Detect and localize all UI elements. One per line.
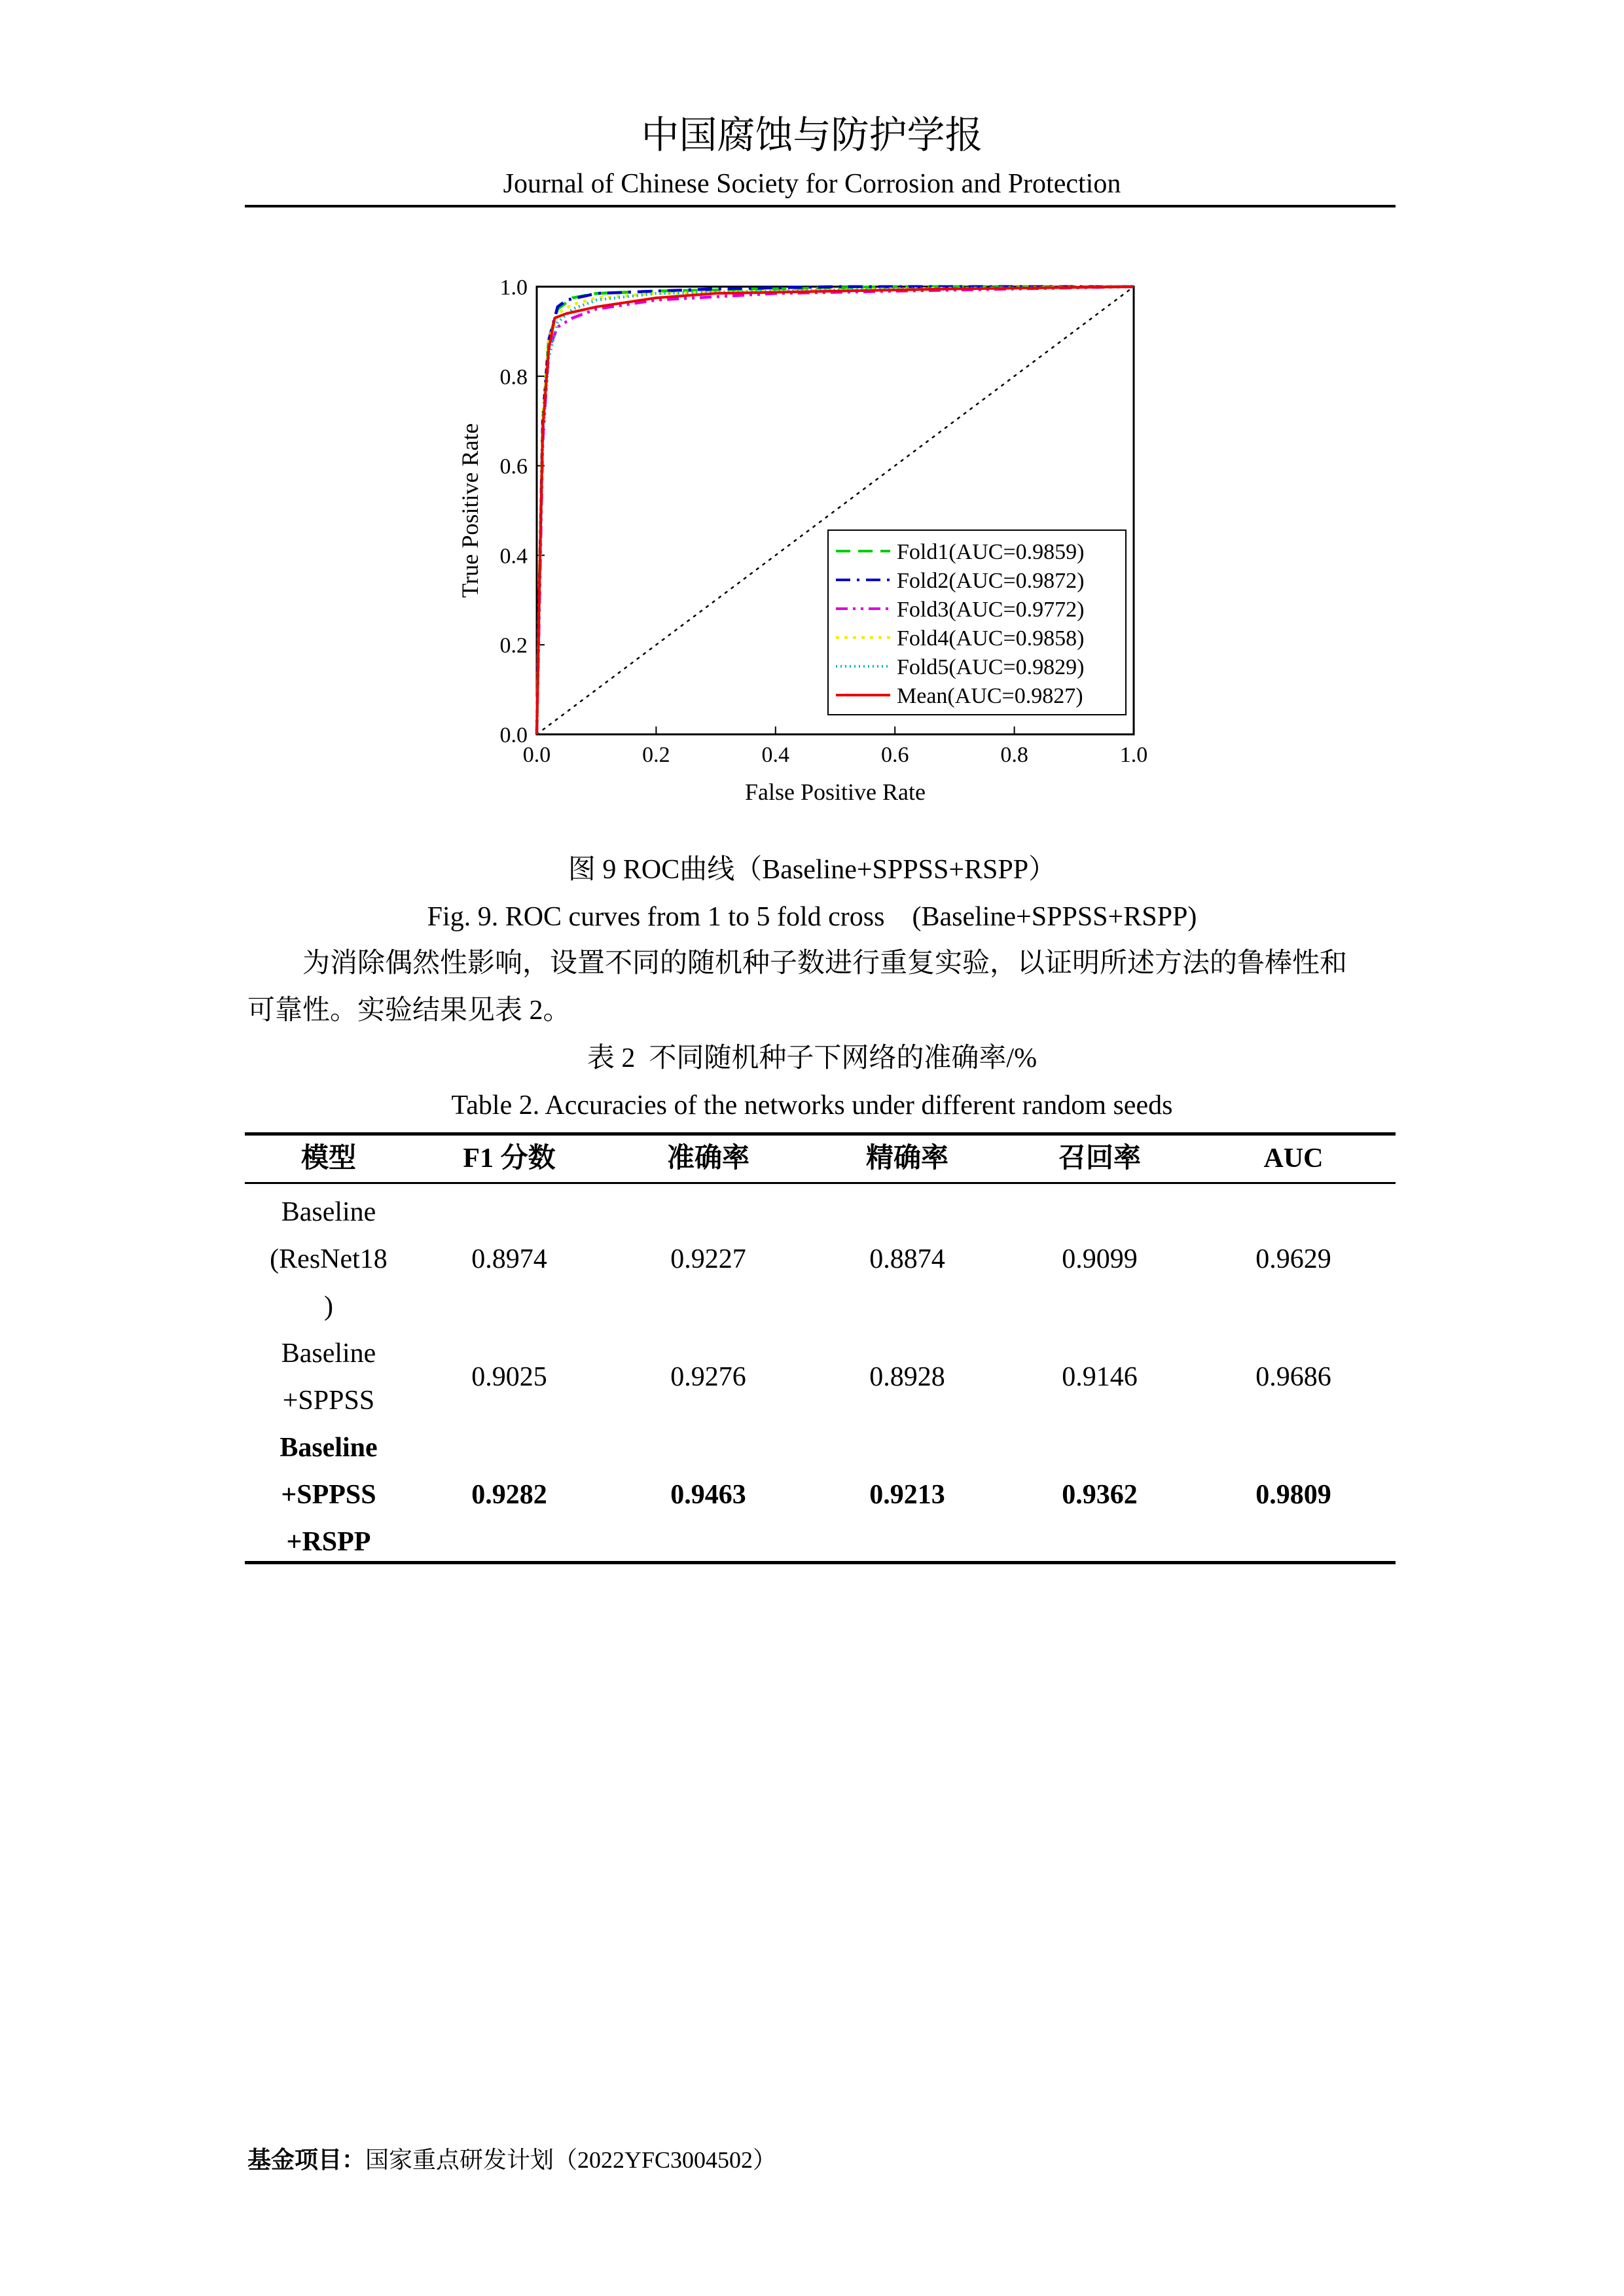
table-model-cell: +RSPP [286, 1527, 371, 1557]
table-value-cell: 0.9463 [670, 1480, 746, 1510]
table-header-rule [245, 1182, 1396, 1184]
table-header-cell: AUC [1263, 1143, 1324, 1174]
table-model-cell: +SPPSS [281, 1480, 376, 1510]
table-value-cell: 0.9227 [670, 1244, 746, 1274]
table-title-en: Table 2. Accuracies of the networks under different random seeds [451, 1090, 1173, 1121]
table-value-cell: 0.9099 [1062, 1244, 1138, 1274]
figure-caption-en: Fig. 9. ROC curves from 1 to 5 fold cross (Baseline+SPPSS+RSPP) [427, 902, 1197, 932]
table-header-cell: F1 分数 [463, 1143, 556, 1174]
table-value-cell: 0.9146 [1062, 1362, 1138, 1392]
table-header-cell: 模型 [300, 1143, 356, 1174]
legend-label-2: Fold2(AUC=0.9872) [897, 569, 1085, 593]
table-value-cell: 0.9362 [1062, 1480, 1138, 1510]
table-header-cell: 精确率 [865, 1143, 948, 1174]
x-tick-label: 0.2 [642, 743, 670, 767]
legend-label-6: Mean(AUC=0.9827) [897, 684, 1083, 708]
y-tick-label: 0.2 [499, 634, 528, 658]
table-value-cell: 0.9629 [1255, 1244, 1331, 1274]
figure-caption-cn: 图 9 ROC曲线（Baseline+SPPSS+RSPP） [568, 855, 1056, 885]
y-tick-label: 1.0 [499, 276, 528, 300]
table-model-cell: (ResNet18 [270, 1244, 388, 1274]
table-header-cell: 准确率 [666, 1143, 749, 1174]
journal-title-cn: 中国腐蚀与防护学报 [641, 114, 983, 156]
x-tick-label: 0.6 [880, 743, 909, 767]
table-value-cell: 0.8928 [869, 1362, 945, 1392]
table-model-cell: Baseline [281, 1197, 376, 1227]
y-tick-label: 0.8 [499, 365, 528, 389]
header-rule [245, 205, 1396, 207]
table-model-cell: Baseline [281, 1338, 376, 1369]
table-value-cell: 0.9276 [670, 1362, 746, 1392]
y-axis-label: True Positive Rate [457, 423, 483, 598]
legend-label-1: Fold1(AUC=0.9859) [897, 540, 1085, 564]
table-bottom-rule [245, 1561, 1396, 1564]
table-value-cell: 0.9213 [869, 1480, 945, 1510]
journal-title-en: Journal of Chinese Society for Corrosion and Protection [503, 169, 1121, 199]
funding-text: 国家重点研发计划（2022YFC3004502） [365, 2147, 777, 2173]
x-axis-label: False Positive Rate [745, 779, 926, 805]
table-value-cell: 0.9282 [471, 1480, 547, 1510]
table-value-cell: 0.8874 [869, 1244, 945, 1274]
y-tick-label: 0.0 [499, 723, 528, 747]
legend-label-4: Fold4(AUC=0.9858) [897, 626, 1085, 651]
legend-label-3: Fold3(AUC=0.9772) [897, 598, 1085, 622]
x-tick-label: 1.0 [1119, 743, 1148, 767]
roc-chart [432, 262, 1218, 825]
table-value-cell: 0.8974 [471, 1244, 547, 1274]
funding-label: 基金项目： [247, 2147, 366, 2173]
table-value-cell: 0.9686 [1255, 1362, 1331, 1392]
table-header-cell: 召回率 [1058, 1143, 1141, 1174]
table-value-cell: 0.9025 [471, 1362, 547, 1392]
paragraph-line-2: 可靠性。实验结果见表 2。 [247, 996, 571, 1026]
table-model-cell: +SPPSS [282, 1386, 375, 1416]
legend-label-5: Fold5(AUC=0.9829) [897, 655, 1085, 679]
x-tick-label: 0.4 [761, 743, 790, 767]
table-model-cell: Baseline [280, 1433, 378, 1463]
table-value-cell: 0.9809 [1255, 1480, 1331, 1510]
x-tick-label: 0.0 [522, 743, 551, 767]
table-title-cn: 表 2 不同随机种子下网络的准确率/% [586, 1043, 1038, 1073]
funding-note [247, 2144, 776, 2176]
paragraph-line-1: 为消除偶然性影响，设置不同的随机种子数进行重复实验，以证明所述方法的鲁棒性和 [247, 948, 1348, 978]
table-model-cell: ) [324, 1291, 333, 1321]
x-tick-label: 0.8 [1000, 743, 1028, 767]
y-tick-label: 0.4 [499, 544, 528, 569]
y-tick-label: 0.6 [499, 454, 528, 479]
